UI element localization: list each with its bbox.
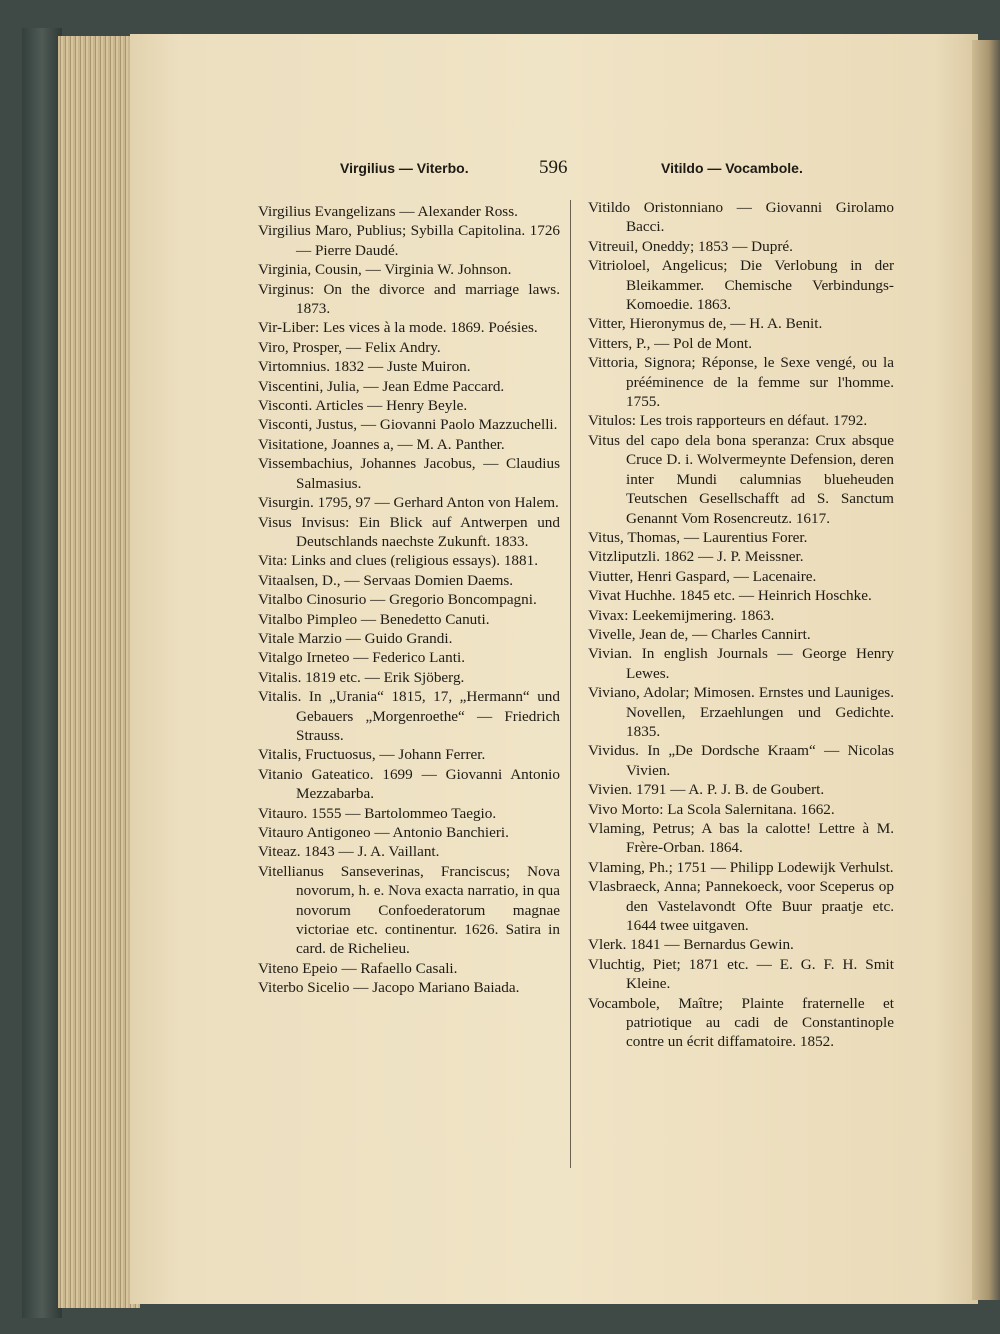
left-column <box>258 202 560 998</box>
entry: Vitzliputzli. 1862 — J. P. Meissner. <box>588 548 804 566</box>
entry: Vitaalsen, D., — Servaas Domien Daems. <box>258 571 514 589</box>
entry: Vocambole, Maître; Plainte fraternelle et patriotique au cadi de Constantinople contre un écrit diffamatoire. 1852. <box>588 994 894 1051</box>
entry: Vitalis. In „Urania“ 1815, 17, „Hermann“ und Gebauers „Morgenroethe“ — Friedrich Strauss. <box>258 688 560 744</box>
entry: Vivo Morto: La Scola Salernitana. 1662. <box>588 800 835 818</box>
entry: Viteno Epeio — Rafaello Casali. <box>258 959 458 977</box>
entry: Vitalbo Pimpleo — Benedetto Canuti. <box>258 610 490 628</box>
entry: Vlaming, Petrus; A bas la calotte! Lettre à M. Frère-Orban. 1864. <box>588 820 894 857</box>
entry: Vividus. In „De Dordsche Kraam“ — Nicolas Vivien. <box>588 742 894 779</box>
column-divider <box>570 200 571 1168</box>
entry: Virginus: On the divorce and marriage laws. 1873. <box>258 280 560 318</box>
entry: Vitter, Hieronymus de, — H. A. Benit. <box>588 315 823 333</box>
entry: Vivat Huchhe. 1845 etc. — Heinrich Hoschke. <box>588 587 872 605</box>
entry: Visus Invisus: Ein Blick auf Antwerpen und Deutschlands naechste Zukunft. 1833. <box>258 513 560 550</box>
entry: Vitellianus Sanseverinas, Franciscus; Nova novorum, h. e. Nova exacta narratio, in qua novorum Confoederatorum magnae victoriae etc. continentur. 1626. Satira in card. de Richelieu. <box>258 862 560 958</box>
entry: Vitalis, Fructuosus, — Johann Ferrer. <box>258 746 486 764</box>
entry: Vitale Marzio — Guido Grandi. <box>258 629 453 647</box>
entry: Visurgin. 1795, 97 — Gerhard Anton von Halem. <box>258 494 559 512</box>
entry: Vivien. 1791 — A. P. J. B. de Goubert. <box>588 781 825 799</box>
entry: Vivian. In english Journals — George Henry Lewes. <box>588 645 894 682</box>
entry: Vitauro. 1555 — Bartolommeo Taegio. <box>258 804 497 822</box>
entry: Vitrioloel, Angelicus; Die Verlobung in der Bleikammer. Chemische Verbindungs-Komoedie. 1863. <box>588 257 894 314</box>
entry: Vitalgo Irneteo — Federico Lanti. <box>258 649 466 667</box>
entry: Visitatione, Joannes a, — M. A. Panther. <box>258 435 505 453</box>
running-header-left: Virgilius — Viterbo. <box>340 160 469 176</box>
entry: Virtomnius. 1832 — Juste Muiron. <box>258 358 471 376</box>
entry: Virginia, Cousin, — Virginia W. Johnson. <box>258 261 512 279</box>
entry: Vita: Links and clues (religious essays). 1881. <box>258 552 539 570</box>
entry: Vitus del capo dela bona speranza: Crux absque Cruce D. i. Wolvermeynte Defension, deren inter Mundi calumnias blueheuden Teutschen Gesellschafft ad S. Sanctum Genannt Vom Rosencreutz. 1617. <box>588 431 894 527</box>
entry: Vitauro Antigoneo — Antonio Banchieri. <box>258 824 509 841</box>
entry: Vissembachius, Johannes Jacobus, — Claudius Salmasius. <box>258 455 560 492</box>
entry: Vitus, Thomas, — Laurentius Forer. <box>588 528 808 546</box>
entry: Vitulos: Les trois rapporteurs en défaut. 1792. <box>588 412 868 430</box>
right-column <box>588 198 894 1052</box>
entry: Viutter, Henri Gaspard, — Lacenaire. <box>588 567 817 585</box>
right-page-edge <box>972 40 1000 1300</box>
entry: Viteaz. 1843 — J. A. Vaillant. <box>258 843 440 861</box>
page-number: 596 <box>539 157 568 178</box>
entry: Vittoria, Signora; Réponse, le Sexe vengé, ou la prééminence de la femme sur l'homme. 1755. <box>588 354 894 411</box>
entry: Virgilius Evangelizans — Alexander Ross. <box>258 203 518 220</box>
entry: Vluchtig, Piet; 1871 etc. — E. G. F. H. Smit Kleine. <box>588 955 894 993</box>
entry: Vivax: Leekemijmering. 1863. <box>588 606 775 624</box>
entry: Viterbo Sicelio — Jacopo Mariano Baiada. <box>258 979 520 997</box>
entry: Vitters, P., — Pol de Mont. <box>588 334 753 352</box>
entry: Vir-Liber: Les vices à la mode. 1869. Poésies. <box>258 319 538 337</box>
page-edges <box>58 36 140 1308</box>
entry: Vlaming, Ph.; 1751 — Philipp Lodewijk Verhulst. <box>588 858 894 876</box>
book-spine <box>22 28 62 1318</box>
entry: Viro, Prosper, — Felix Andry. <box>258 338 441 356</box>
entry: Vivelle, Jean de, — Charles Cannirt. <box>588 625 811 643</box>
entry: Vitreuil, Oneddy; 1853 — Dupré. <box>588 237 793 255</box>
entry: Visconti. Articles — Henry Beyle. <box>258 397 468 415</box>
entry: Vitalbo Cinosurio — Gregorio Boncompagni. <box>258 591 537 609</box>
entry: Vlerk. 1841 — Bernardus Gewin. <box>588 936 794 954</box>
entry: Virgilius Maro, Publius; Sybilla Capitolina. 1726 — Pierre Daudé. <box>258 222 560 259</box>
entry: Vitanio Gateatico. 1699 — Giovanni Antonio Mezzabarba. <box>258 765 560 803</box>
entry: Viscentini, Julia, — Jean Edme Paccard. <box>258 377 505 395</box>
running-header-right: Vitildo — Vocambole. <box>661 160 803 176</box>
entry: Visconti, Justus, — Giovanni Paolo Mazzuchelli. <box>258 416 558 434</box>
entry: Vitildo Oristonniano — Giovanni Girolamo Bacci. <box>588 199 894 236</box>
entry: Vlasbraeck, Anna; Pannekoeck, voor Sceperus op den Vastelavondt Ofte Buur praatje etc. 1644 twee uitgaven. <box>588 878 894 935</box>
entry: Vitalis. 1819 etc. — Erik Sjöberg. <box>258 668 465 686</box>
entry: Viviano, Adolar; Mimosen. Ernstes und Launiges. Novellen, Erzaehlungen und Gedichte. 1835. <box>588 684 894 740</box>
